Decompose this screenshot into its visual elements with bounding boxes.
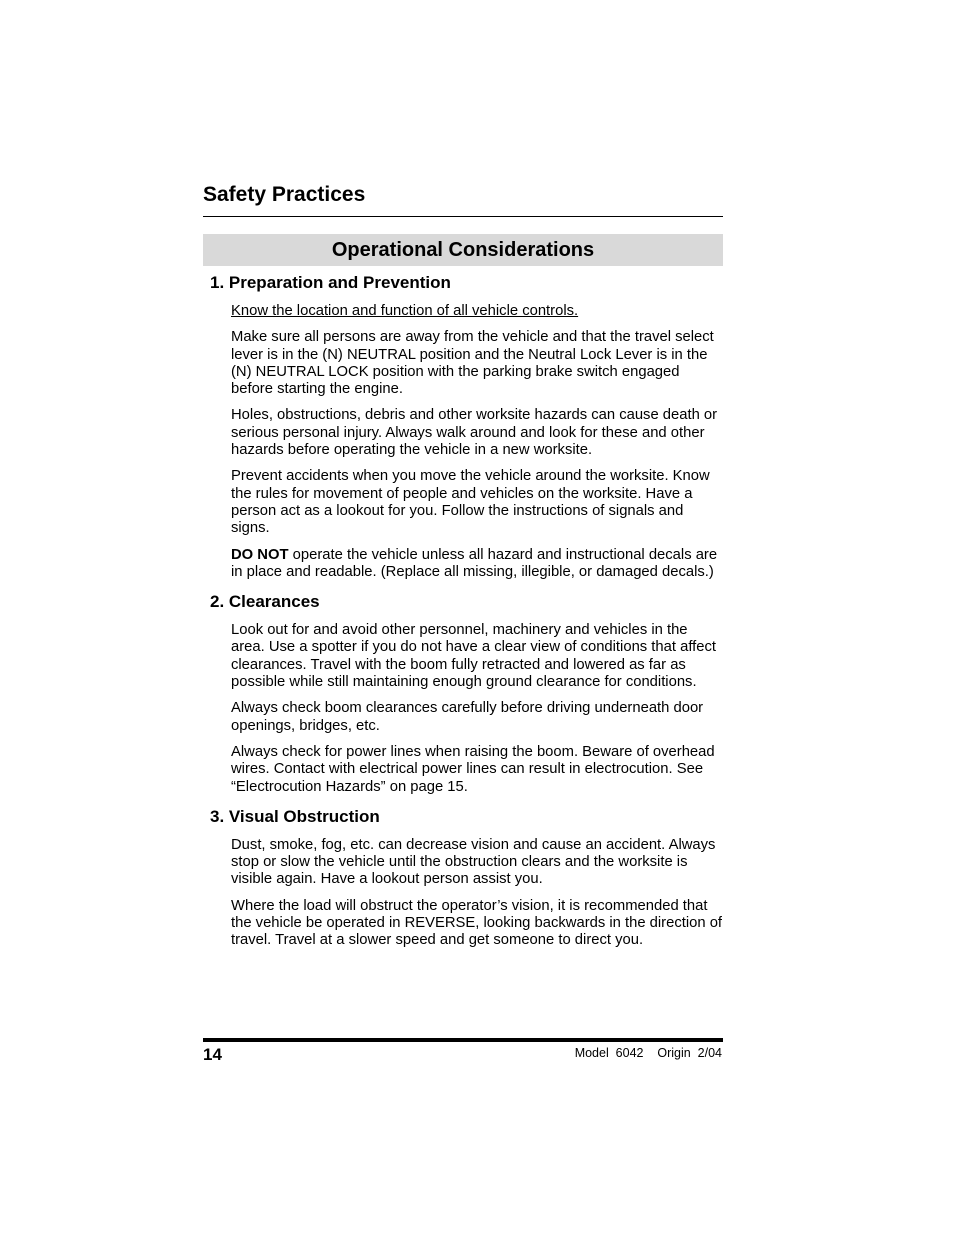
paragraph: Look out for and avoid other personnel, machinery and vehicles in the area. Use a spotter if you do not have a clear view of conditions that affect clearances. Travel with the boom fully retracted and lowered as far as possible while still maintaining enough ground clearance for conditions.: [231, 622, 717, 691]
page-number: 14: [203, 1045, 222, 1064]
paragraph: Make sure all persons are away from the vehicle and that the travel select lever is in the (N) NEUTRAL position and the Neutral Lock Lever is in the (N) NEUTRAL LOCK position with the parking brake switch engaged before starting the engine.: [231, 329, 714, 398]
section-heading-clearances: 2. Clearances: [210, 592, 320, 612]
paragraph: Always check for power lines when raising the boom. Beware of overhead wires. Contact with electrical power lines can result in electrocution. See “Electrocution Hazards” on page 15.: [231, 743, 715, 795]
paragraph: Always check boom clearances carefully before driving underneath door openings, bridges, etc.: [231, 700, 704, 734]
warning-text: operate the vehicle unless all hazard and instructional decals are in place and readable. (Replace all missing, illegible, or damaged decals.): [231, 546, 718, 580]
footer-divider: [203, 1038, 723, 1042]
model-info: Model 6042 Origin 2/04: [574, 1046, 722, 1060]
paragraph: Where the load will obstruct the operator’s vision, it is recommended that the vehicle be operated in REVERSE, looking backwards in the direction of travel. Travel at a slower speed and get someone to direct you.: [231, 897, 723, 949]
paragraph: Prevent accidents when you move the vehicle around the worksite. Know the rules for movement of people and vehicles on the worksite. Have a person act as a lookout for you. Follow the instructions of signals and signs.: [231, 468, 710, 537]
section-title: Safety Practices: [203, 183, 366, 206]
section-body-visual-obstruction: [231, 837, 723, 950]
section-body-clearances: [231, 622, 723, 796]
page-content: [203, 182, 723, 950]
section-heading-preparation: 1. Preparation and Prevention: [210, 273, 451, 292]
intro-underlined: Know the location and function of all vehicle controls.: [231, 303, 579, 319]
paragraph: Dust, smoke, fog, etc. can decrease vision and cause an accident. Always stop or slow the vehicle until the obstruction clears and the worksite is visible again. Have a lookout person assist you.: [231, 836, 716, 888]
paragraph: Holes, obstructions, debris and other worksite hazards can cause death or serious personal injury. Always walk around and look for these and other hazards before operating the vehicle in a new worksite.: [231, 407, 718, 459]
section-heading-visual-obstruction: 3. Visual Obstruction: [210, 806, 380, 826]
title-divider: [203, 216, 723, 217]
warning-paragraph: [231, 547, 723, 582]
banner-title: Operational Considerations: [203, 234, 723, 266]
section-body-preparation: [231, 303, 723, 581]
warning-bold: DO NOT: [231, 546, 289, 563]
